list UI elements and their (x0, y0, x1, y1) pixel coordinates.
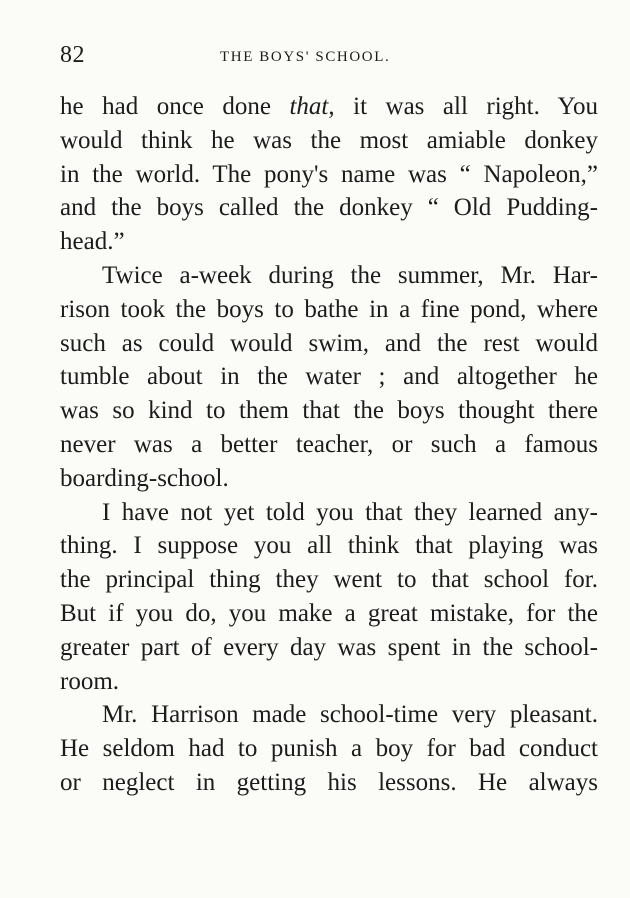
text-line: Twice a-week during the summer, Mr. Har- (102, 261, 598, 289)
text-line: was so kind to them that the boys thought there (60, 397, 598, 425)
text-line: would think he was the most amiable donkey (60, 126, 598, 154)
body-text (60, 90, 598, 800)
text-line: thing. I suppose you all think that playing was (60, 532, 598, 560)
text-line: never was a better teacher, or such a famous (60, 430, 598, 458)
text-line: he had once done that, it was all right. You (60, 93, 598, 120)
text-line: room. (60, 667, 120, 695)
emphasized-word: that (289, 93, 329, 120)
text-line: rison took the boys to bathe in a fine pond, where (60, 295, 598, 323)
text-line: I have not yet told you that they learned any- (102, 498, 598, 526)
running-head: THE BOYS' SCHOOL. (220, 49, 391, 65)
text-line: But if you do, you make a great mistake, for the (60, 599, 598, 627)
text-line: boarding-school. (60, 464, 229, 492)
text-line: or neglect in getting his lessons. He always (60, 768, 598, 796)
page-header (0, 40, 630, 72)
text-line: Mr. Harrison made school-time very pleasant. (102, 701, 598, 729)
text-line: tumble about in the water ; and altogether he (60, 363, 598, 391)
text-line: in the world. The pony's name was “ Napoleon,” (60, 160, 598, 188)
text-line: and the boys called the donkey “ Old Pudding- (60, 194, 598, 222)
page-number: 82 (60, 42, 85, 68)
text-line: the principal thing they went to that school for. (60, 566, 598, 594)
text-line: He seldom had to punish a boy for bad conduct (60, 735, 598, 763)
text-line: greater part of every day was spent in the school- (60, 633, 598, 661)
text-line: such as could would swim, and the rest would (60, 329, 598, 357)
text-line: head.” (60, 228, 125, 256)
